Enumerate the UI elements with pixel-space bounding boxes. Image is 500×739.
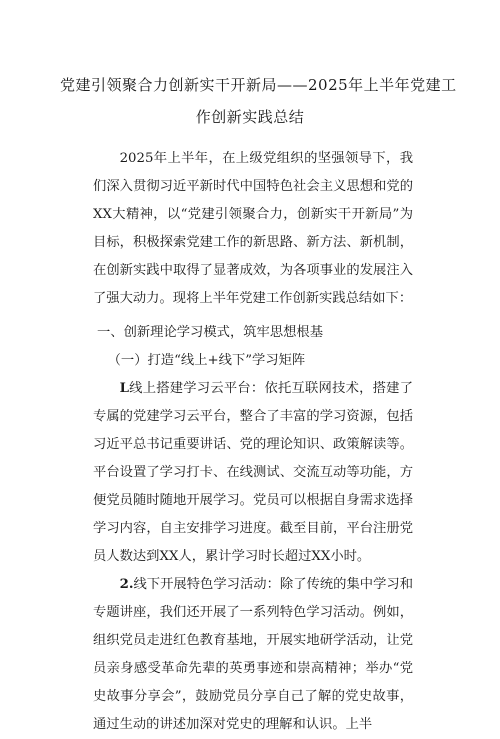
document-title-line-1: 党建引领聚合力创新实干开新局——2025年上半年党建工 bbox=[60, 76, 457, 94]
list-item-online-platform bbox=[93, 375, 413, 571]
list-item-text: 线下开展特色学习活动：除了传统的集中学习和专题讲座，我们还开展了一系列特色学习活动。例如，组织党员走进红色教育基地，开展实地研学活动，让党员亲身感受革命先辈的英勇事迹和崇高精神；举办“党史故事分享会”，鼓励党员分享自己了解的党史故事，通过生动的讲述加深对党史的理解和认识。上半 bbox=[93, 577, 413, 732]
section-heading: 一、创新理论学习模式，筑牢思想根基 bbox=[96, 325, 324, 340]
list-item-offline-activities bbox=[93, 571, 413, 739]
list-item-text: 线上搭建学习云平台：依托互联网技术，搭建了专属的党建学习云平台，整合了丰富的学习资源，包括习近平总书记重要讲话、党的理论知识、政策解读等。平台设置了学习打卡、在线测试、交流互动等功能，方便党员随时随地开展学习。党员可以根据自身需求选择学习内容，自主安排学习进度。截至目前，平台注册党员人数达到XX人，累计学习时长超过XX小时。 bbox=[93, 381, 413, 564]
list-item-number: 2. bbox=[119, 577, 134, 592]
list-item-number: L bbox=[119, 381, 129, 396]
document-title-line-2: 作创新实践总结 bbox=[195, 108, 305, 126]
intro-paragraph: 2025年上半年，在上级党组织的坚强领导下，我们深入贯彻习近平新时代中国特色社会主义思想和党的XX大精神，以“党建引领聚合力，创新实干开新局”为目标，积极探索党建工作的新思路、新方法、新机制，在创新实践中取得了显著成效，为各项事业的发展注入了强大动力。现将上半年党建工作创新实践总结如下： bbox=[93, 151, 413, 306]
subsection-heading: （一）打造“线上+线下”学习矩阵 bbox=[107, 353, 306, 368]
document-body bbox=[93, 145, 413, 739]
